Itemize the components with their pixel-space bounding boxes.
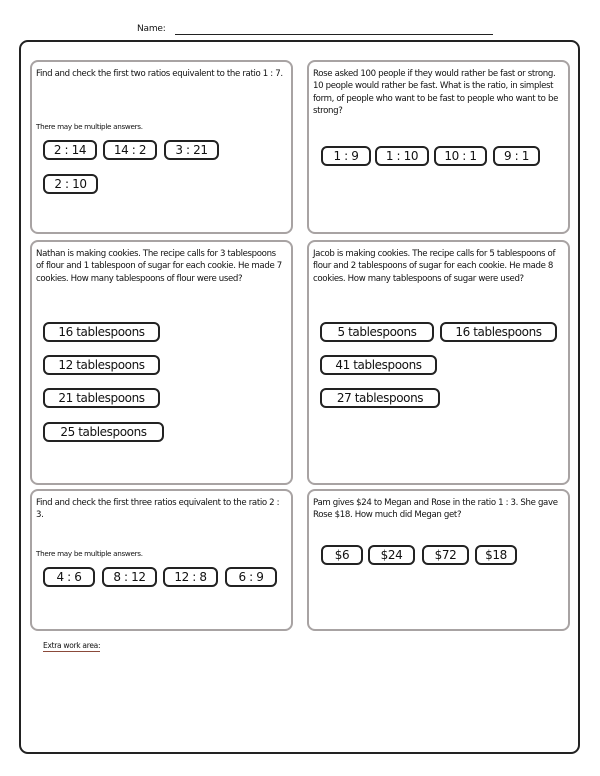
extra-work-area-label: Extra work area:	[43, 641, 101, 650]
answer-option[interactable]: $72	[422, 545, 469, 565]
question-text: Find and check the first two ratios equivalent to the ratio 1 : 7.	[36, 69, 283, 79]
multiple-answers-note: There may be multiple answers.	[36, 122, 143, 131]
answer-option[interactable]: $6	[321, 545, 363, 565]
question-text: Find and check the first three ratios equivalent to the ratio 2 : 3.	[36, 498, 280, 521]
answer-option[interactable]: 16 tablespoons	[440, 322, 557, 342]
answer-option[interactable]: 2 : 10	[43, 174, 98, 194]
answer-option[interactable]: 9 : 1	[493, 146, 540, 166]
problem-card-4	[307, 240, 570, 485]
name-line[interactable]	[175, 34, 493, 35]
multiple-answers-note: There may be multiple answers.	[36, 549, 143, 558]
answer-option[interactable]: 41 tablespoons	[320, 355, 437, 375]
answer-option[interactable]: 1 : 10	[375, 146, 429, 166]
answer-option[interactable]: $24	[368, 545, 415, 565]
answer-option[interactable]: 21 tablespoons	[43, 388, 160, 408]
answer-option[interactable]: 5 tablespoons	[320, 322, 434, 342]
question-text: Nathan is making cookies. The recipe calls for 3 tablespoons of flour and 1 tablespoon of sugar for each cookie. He made 7 cookies. How many tablespoons of flour were used?	[36, 249, 282, 284]
answer-option[interactable]: $18	[475, 545, 517, 565]
answer-option[interactable]: 12 tablespoons	[43, 355, 160, 375]
problem-card-5	[30, 489, 293, 631]
answer-option[interactable]: 27 tablespoons	[320, 388, 440, 408]
answer-option[interactable]: 2 : 14	[43, 140, 97, 160]
answer-option[interactable]: 3 : 21	[164, 140, 219, 160]
answer-option[interactable]: 12 : 8	[163, 567, 218, 587]
answer-option[interactable]: 25 tablespoons	[43, 422, 164, 442]
question-text: Rose asked 100 people if they would rather be fast or strong. 10 people would rather be fast. What is the ratio, in simplest form, of people who want to be fast to people who want to be strong?	[313, 69, 559, 116]
answer-option[interactable]: 8 : 12	[102, 567, 157, 587]
answer-option[interactable]: 14 : 2	[103, 140, 157, 160]
answer-option[interactable]: 1 : 9	[321, 146, 371, 166]
answer-option[interactable]: 16 tablespoons	[43, 322, 160, 342]
name-label: Name:	[137, 24, 166, 34]
answer-option[interactable]: 10 : 1	[434, 146, 487, 166]
problem-card-6	[307, 489, 570, 631]
question-text: Pam gives $24 to Megan and Rose in the ratio 1 : 3. She gave Rose $18. How much did Megan get?	[313, 498, 558, 521]
problem-card-2	[307, 60, 570, 234]
answer-option[interactable]: 6 : 9	[225, 567, 277, 587]
problem-card-3	[30, 240, 293, 485]
problem-card-1	[30, 60, 293, 234]
answer-option[interactable]: 4 : 6	[43, 567, 95, 587]
question-text: Jacob is making cookies. The recipe calls for 5 tablespoons of flour and 2 tablespoons of sugar for each cookie. He made 8 cookies. How many tablespoons of sugar were used?	[313, 249, 556, 284]
